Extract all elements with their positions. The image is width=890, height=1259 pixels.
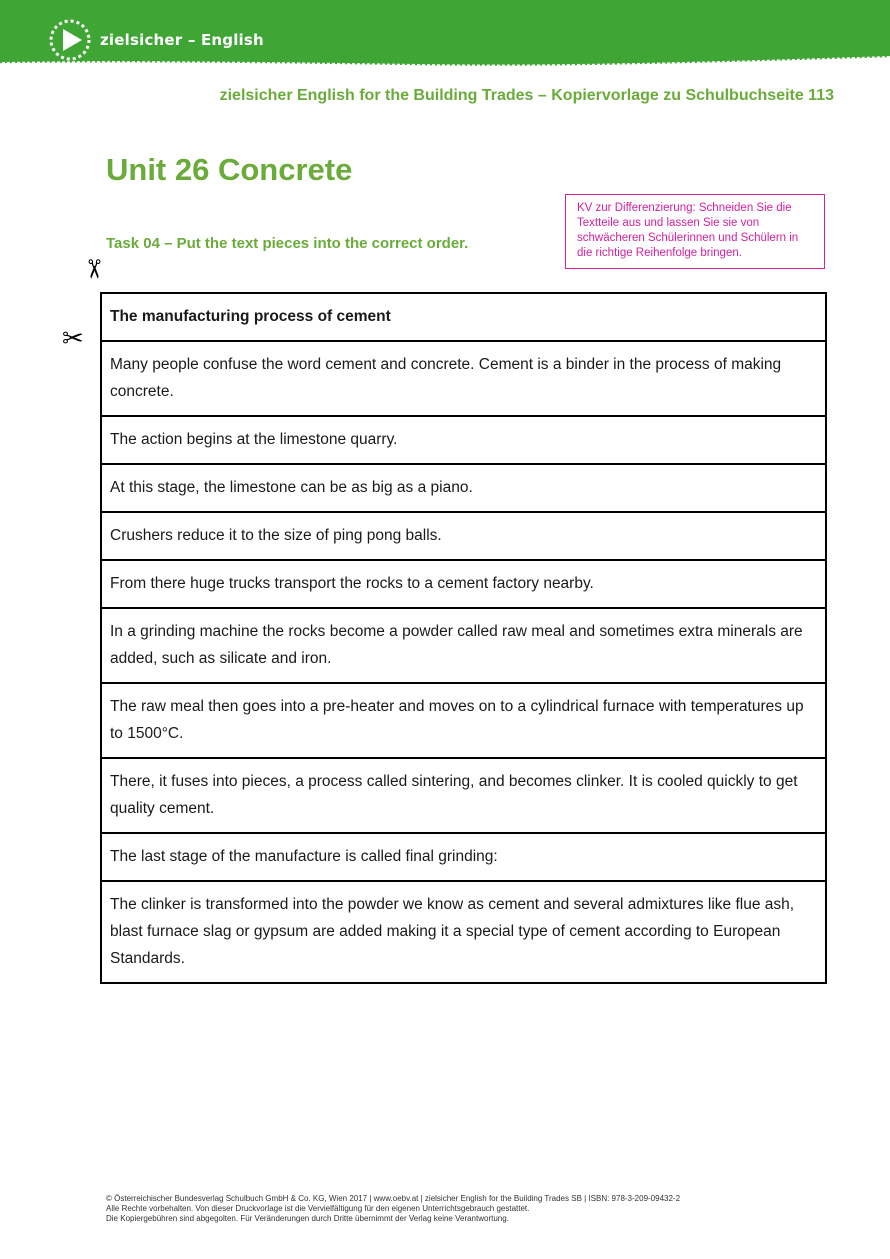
- table-row: The clinker is transformed into the powder we know as cement and several admixtures like flue ash, blast furnace slag or gypsum are added making it a special type of cement according to European Standards.: [102, 880, 825, 982]
- page-title: Unit 26 Concrete: [106, 152, 353, 187]
- text-pieces-table: [100, 292, 827, 984]
- page-header: zielsicher English for the Building Trades – Kopiervorlage zu Schulbuchseite 113: [219, 87, 834, 104]
- table-row: The raw meal then goes into a pre-heater and moves on to a cylindrical furnace with temperatures up to 1500°C.: [102, 682, 825, 757]
- scissors-icon: ✂: [62, 324, 84, 354]
- copyright-footer: [106, 1194, 680, 1224]
- table-row: The last stage of the manufacture is called final grinding:: [102, 832, 825, 880]
- footer-line: Alle Rechte vorbehalten. Von dieser Druckvorlage ist die Vervielfältigung für den eigenen Unterrichtsgebrauch gestattet.: [106, 1204, 530, 1213]
- brand-name: zielsicher – English: [100, 31, 264, 49]
- table-row: The action begins at the limestone quarry.: [102, 415, 825, 463]
- table-row: Many people confuse the word cement and concrete. Cement is a binder in the process of making concrete.: [102, 340, 825, 415]
- scissors-icon: ✂: [77, 258, 108, 280]
- table-row: In a grinding machine the rocks become a powder called raw meal and sometimes extra minerals are added, such as silicate and iron.: [102, 607, 825, 682]
- table-heading: The manufacturing process of cement: [110, 308, 391, 325]
- table-row: Crushers reduce it to the size of ping pong balls.: [102, 511, 825, 559]
- table-row: There, it fuses into pieces, a process called sintering, and becomes clinker. It is cooled quickly to get quality cement.: [102, 757, 825, 832]
- task-title: Task 04 – Put the text pieces into the correct order.: [106, 235, 469, 252]
- table-row: At this stage, the limestone can be as big as a piano.: [102, 463, 825, 511]
- teacher-note: KV zur Differenzierung: Schneiden Sie die Textteile aus und lassen Sie sie von schwächeren Schülerinnen und Schülern in die richtige Reihenfolge bringen.: [565, 194, 825, 269]
- footer-line: Die Kopiergebühren sind abgegolten. Für Veränderungen durch Dritte übernimmt der Verlag keine Verantwortung.: [106, 1214, 509, 1223]
- footer-line: © Österreichischer Bundesverlag Schulbuch GmbH & Co. KG, Wien 2017 | www.oebv.at | zielsicher English for the Building Trades SB | ISBN: 978-3-209-09432-2: [106, 1194, 681, 1203]
- table-row: From there huge trucks transport the rocks to a cement factory nearby.: [102, 559, 825, 607]
